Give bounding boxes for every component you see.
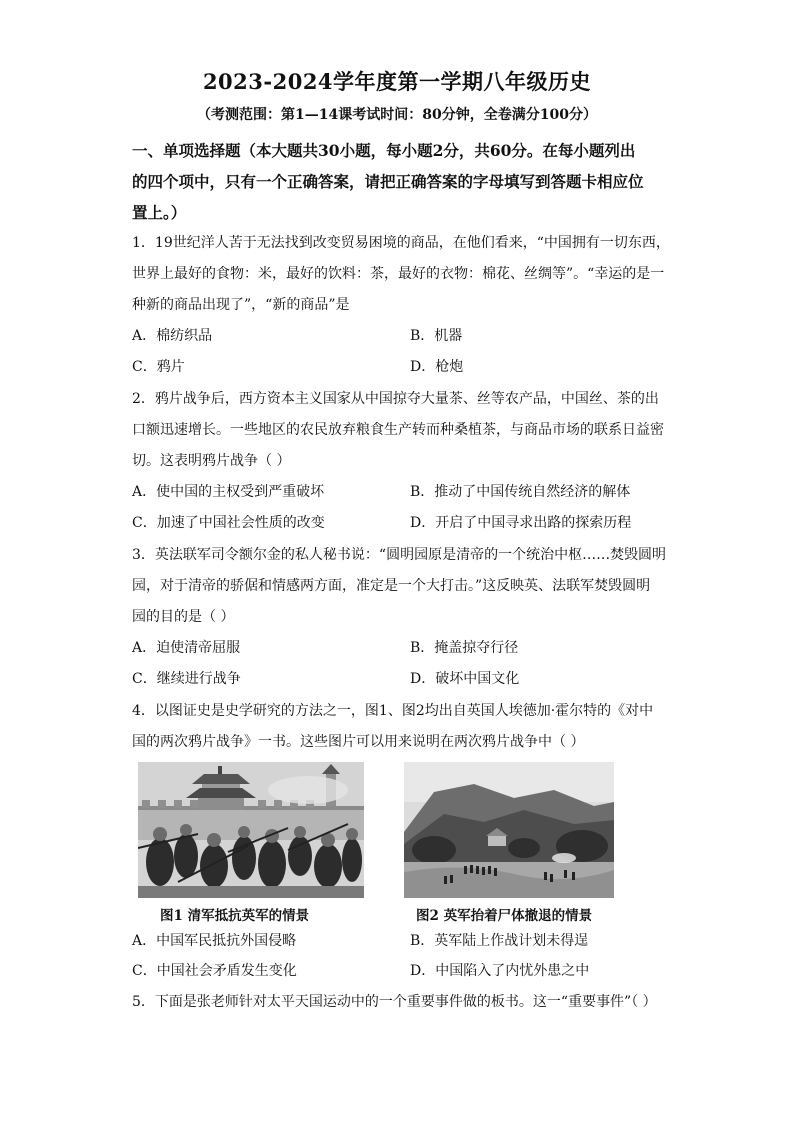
question-2-line: 口额迅速增长。一些地区的农民放弃粮食生产转而种桑植茶，与商品市场的联系日益密 bbox=[132, 422, 664, 438]
question-2-option-d[interactable]: D．开启了中国寻求出路的探索历程 bbox=[410, 515, 632, 531]
question-1-option-d[interactable]: D．枪炮 bbox=[410, 359, 464, 375]
question-4-line: 国的两次鸦片战争》一书。这些图片可以用来说明在两次鸦片战争中（ ） bbox=[132, 734, 585, 750]
question-4-option-d[interactable]: D．中国陷入了内忧外患之中 bbox=[410, 963, 590, 979]
question-2-option-c[interactable]: C．加速了中国社会性质的改变 bbox=[132, 515, 325, 531]
question-2-option-b[interactable]: B．推动了中国传统自然经济的解体 bbox=[410, 484, 631, 500]
figure-2-image bbox=[404, 762, 614, 898]
question-1-option-b[interactable]: B．机器 bbox=[410, 328, 463, 344]
figure-1-illustration bbox=[138, 762, 364, 898]
question-1-line: 世界上最好的食物：米，最好的饮料：茶，最好的衣物：棉花、丝绸等”。“幸运的是一 bbox=[132, 266, 665, 282]
question-1-line: 1．19世纪洋人苦于无法找到改变贸易困境的商品，在他们看来，“中国拥有一切东西， bbox=[132, 235, 670, 251]
question-3-option-b[interactable]: B．掩盖掠夺行径 bbox=[410, 640, 519, 656]
figure-1-caption: 图1 清军抵抗英军的情景 bbox=[160, 908, 310, 924]
question-3-line: 3．英法联军司令额尔金的私人秘书说：“圆明园原是清帝的一个统治中枢……焚毁圆明 bbox=[132, 547, 667, 563]
section-line: 一、单项选择题（本大题共30小题，每小题2分，共60分。在每小题列出 bbox=[132, 141, 636, 160]
question-1-option-c[interactable]: C．鸦片 bbox=[132, 359, 185, 375]
question-1-option-a[interactable]: A．棉纺织品 bbox=[132, 328, 213, 344]
question-1-line: 种新的商品出现了”，“新的商品”是 bbox=[132, 297, 350, 313]
figure-2-illustration bbox=[404, 762, 614, 898]
question-4-option-a[interactable]: A．中国军民抵抗外国侵略 bbox=[132, 933, 297, 949]
figure-2-caption: 图2 英军抬着尸体撤退的情景 bbox=[416, 908, 593, 924]
question-4-option-c[interactable]: C．中国社会矛盾发生变化 bbox=[132, 963, 297, 979]
question-4-line: 4．以图证史是史学研究的方法之一，图1、图2均出自英国人埃德加·霍尔特的《对中 bbox=[132, 703, 654, 719]
figure-1-image bbox=[138, 762, 364, 898]
section-line: 置上。） bbox=[132, 203, 187, 222]
section-line: 的四个项中，只有一个正确答案，请把正确答案的字母填写到答题卡相应位 bbox=[132, 172, 644, 191]
page-subtitle: （考测范围：第1—14课考试时间：80分钟，全卷满分100分） bbox=[197, 107, 597, 123]
question-4-option-b[interactable]: B．英军陆上作战计划未得逞 bbox=[410, 933, 589, 949]
section-instructions bbox=[132, 135, 672, 228]
question-3-option-d[interactable]: D．破坏中国文化 bbox=[410, 671, 520, 687]
question-5-line: 5．下面是张老师针对太平天国运动中的一个重要事件做的板书。这一“重要事件”（ ） bbox=[132, 994, 657, 1010]
page-title: 2023-2024学年度第一学期八年级历史 bbox=[202, 69, 592, 94]
question-3-option-c[interactable]: C．继续进行战争 bbox=[132, 671, 241, 687]
question-3-line: 园的目的是（ ） bbox=[132, 609, 235, 625]
question-3-option-a[interactable]: A．迫使清帝屈服 bbox=[132, 640, 241, 656]
question-3-line: 园，对于清帝的骄倨和情感两方面，准定是一个大打击。”这反映英、法联军焚毁圆明 bbox=[132, 578, 651, 594]
question-2-line: 2．鸦片战争后，西方资本主义国家从中国掠夺大量茶、丝等农产品，中国丝、茶的出 bbox=[132, 391, 659, 407]
question-2-option-a[interactable]: A．使中国的主权受到严重破坏 bbox=[132, 484, 325, 500]
question-2-line: 切。这表明鸦片战争（ ） bbox=[132, 453, 291, 469]
